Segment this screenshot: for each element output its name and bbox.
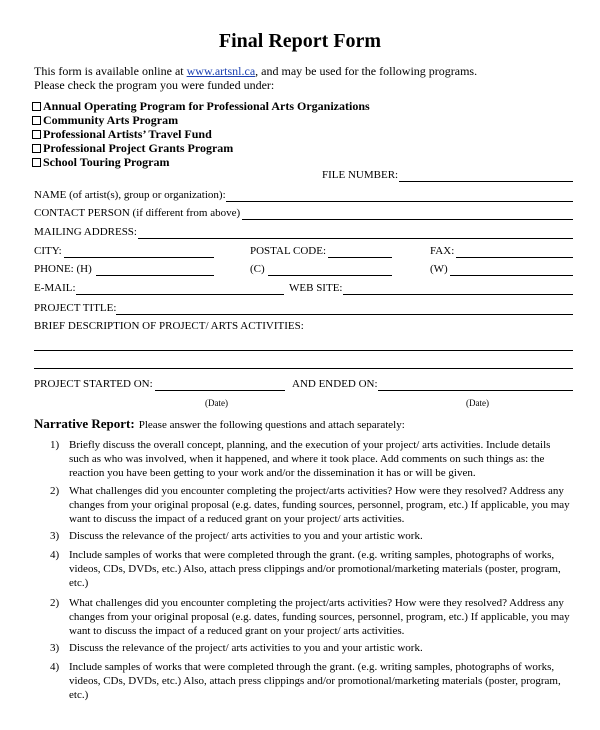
project-ended-field[interactable] — [378, 390, 573, 391]
project-title-label: PROJECT TITLE: — [34, 302, 117, 314]
phone-cell-label: (C) — [250, 263, 265, 275]
question-item — [50, 529, 570, 543]
phone-home-label: PHONE: (H) — [34, 263, 92, 275]
phone-home-field[interactable] — [96, 275, 214, 276]
website-label: WEB SITE: — [289, 282, 343, 294]
email-field[interactable] — [76, 294, 284, 295]
mailing-address-field[interactable] — [138, 238, 573, 239]
question-number: 2) — [50, 597, 60, 609]
program-label: Professional Project Grants Program — [43, 141, 234, 155]
narrative-report-label: Narrative Report: — [34, 416, 135, 431]
mailing-address-label: MAILING ADDRESS: — [34, 226, 137, 238]
project-title-field[interactable] — [116, 314, 573, 315]
file-number-field[interactable] — [399, 181, 573, 182]
program-option-school-touring[interactable] — [32, 155, 169, 170]
question-number: 4) — [50, 549, 60, 561]
checkbox[interactable] — [32, 130, 41, 139]
phone-work-field[interactable] — [450, 275, 573, 276]
question-text: Briefly discuss the overall concept, planning, and the execution of your project/ arts activities. Include details such as who was involved, when it happened, and where it took place. Add comments on such things as: the reaction you have been getting to your work and/or the dissemination it has or will be given. — [69, 439, 551, 479]
checkbox[interactable] — [32, 144, 41, 153]
email-label: E-MAIL: — [34, 282, 76, 294]
name-label: NAME (of artist(s), group or organization): — [34, 189, 226, 201]
brief-description-line-2[interactable] — [34, 368, 573, 369]
question-number: 3) — [50, 530, 60, 542]
program-label: Community Arts Program — [43, 113, 179, 127]
intro-line — [34, 64, 477, 79]
question-item — [50, 548, 570, 590]
question-item — [50, 484, 570, 526]
start-date-caption: (Date) — [205, 398, 228, 408]
project-started-label: PROJECT STARTED ON: — [34, 378, 153, 390]
question-text: What challenges did you encounter completing the project/arts activities? How were they resolved? Address any changes from your original proposal (e.g. dates, funding sources, personnel, program, etc.) If applicable, you may want to discuss the impact of a reduced grant on your project/ arts activities. — [69, 597, 570, 637]
phone-cell-field[interactable] — [268, 275, 392, 276]
question-item — [50, 438, 570, 480]
program-label: Annual Operating Program for Professional Arts Organizations — [43, 99, 370, 113]
city-label: CITY: — [34, 245, 62, 257]
question-item — [50, 641, 570, 655]
page-title: Final Report Form — [218, 30, 382, 52]
brief-description-label: BRIEF DESCRIPTION OF PROJECT/ ARTS ACTIVITIES: — [34, 320, 304, 332]
intro-prefix: This form is available online at — [34, 64, 187, 78]
intro-instruction: Please check the program you were funded under: — [34, 78, 275, 92]
question-number: 3) — [50, 642, 60, 654]
question-text: Discuss the relevance of the project/ arts activities to you and your artistic work. — [69, 530, 423, 542]
checkbox[interactable] — [32, 116, 41, 125]
program-option-project-grants[interactable] — [32, 141, 233, 156]
checkbox[interactable] — [32, 158, 41, 167]
project-ended-label: AND ENDED ON: — [292, 378, 378, 390]
question-item — [50, 660, 570, 702]
contact-field[interactable] — [242, 219, 573, 220]
website-field[interactable] — [343, 294, 573, 295]
program-option-community-arts[interactable] — [32, 113, 178, 128]
name-field[interactable] — [226, 201, 573, 202]
program-label: Professional Artists’ Travel Fund — [43, 127, 212, 141]
contact-label: CONTACT PERSON (if different from above) — [34, 207, 241, 219]
program-option-annual-operating[interactable] — [32, 99, 370, 114]
brief-description-line-1[interactable] — [34, 350, 573, 351]
phone-work-label: (W) — [430, 263, 448, 275]
file-number-label: FILE NUMBER: — [322, 169, 399, 181]
program-option-travel-fund[interactable] — [32, 127, 212, 142]
fax-field[interactable] — [456, 257, 573, 258]
checkbox[interactable] — [32, 102, 41, 111]
question-number: 4) — [50, 661, 60, 673]
program-label: School Touring Program — [43, 155, 170, 169]
narrative-report-instruction: Please answer the following questions and attach separately: — [138, 419, 405, 431]
question-item — [50, 596, 570, 638]
intro-suffix: , and may be used for the following programs. — [255, 64, 478, 78]
city-field[interactable] — [64, 257, 214, 258]
question-text: Include samples of works that were completed through the grant. (e.g. writing samples, photographs of works, videos, CDs, DVDs, etc.) Also, attach press clippings and/or promotional/marketing materials (poster, program, etc.) — [69, 549, 561, 589]
website-link[interactable]: www.artsnl.ca — [186, 64, 256, 78]
narrative-report-heading — [34, 415, 405, 433]
question-number: 1) — [50, 439, 60, 451]
question-text: Include samples of works that were completed through the grant. (e.g. writing samples, photographs of works, videos, CDs, DVDs, etc.) Also, attach press clippings and/or promotional/marketing materials (poster, program, etc.) — [69, 661, 561, 701]
question-text: What challenges did you encounter completing the project/arts activities? How were they resolved? Address any changes from your original proposal (e.g. dates, funding sources, personnel, program, etc.) If applicable, you may want to discuss the impact of a reduced grant on your project/ arts activities. — [69, 485, 570, 525]
postal-code-label: POSTAL CODE: — [250, 245, 327, 257]
postal-code-field[interactable] — [328, 257, 392, 258]
question-text: Discuss the relevance of the project/ arts activities to you and your artistic work. — [69, 642, 423, 654]
end-date-caption: (Date) — [466, 398, 489, 408]
question-number: 2) — [50, 485, 60, 497]
project-started-field[interactable] — [155, 390, 285, 391]
fax-label: FAX: — [430, 245, 455, 257]
